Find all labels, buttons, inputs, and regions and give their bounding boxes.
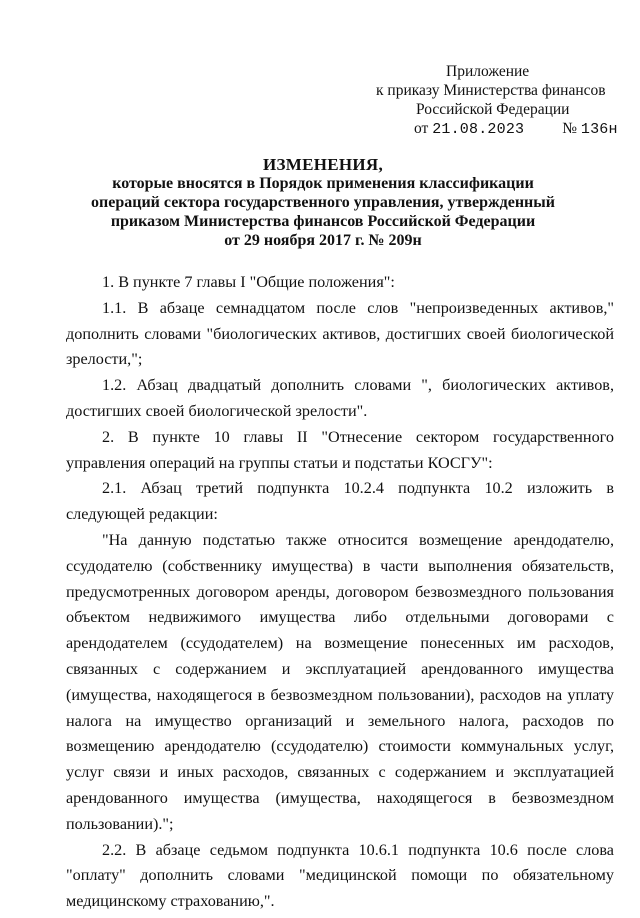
title-line-3: приказом Министерства финансов Российской Федерации [110, 213, 536, 230]
paragraph-quoted-text: "На данную подстатью также относится возмещение арендодателю, ссудодателю (собственнику имущества) в части выполнения обязательств, предусмотренных договором аренды, договором безвозмездного пользования объектом недвижимого имущества либо отдельными договорами с арендодателем (ссудодателем) на возмещение понесенных им расходов, связанных с содержанием и эксплуатацией арендованного имущества (имущества, находящегося в безвозмездном пользовании), расходов на уплату налога на имущество организаций и земельного налога, расходов по возмещению арендодателю (ссудодателю) стоимости коммунальных услуг, услуг связи и иных расходов, связанных с содержанием и эксплуатацией арендованного имущества (имущества, находящегося в безвозмездном пользовании)."; [66, 530, 614, 833]
title-line-4: от 29 ноября 2017 г. № 209н [224, 232, 422, 249]
paragraph-2-1: 2.1. Абзац третий подпункта 10.2.4 подпункта 10.2 изложить в следующей редакции: [66, 479, 614, 524]
annex-header [376, 62, 616, 139]
annex-ministry: Российской Федерации [416, 101, 570, 118]
paragraph-1-2: 1.2. Абзац двадцатый дополнить словами ", биологических активов, достигших своей биологической зрелости". [66, 376, 614, 420]
paragraph-2-2: 2.2. В абзаце седьмом подпункта 10.6.1 подпункта 10.6 после слова "оплату" дополнить словами "медицинской помощи по обязательному медицинскому страхованию,". [66, 840, 614, 911]
annex-label: Приложение [446, 63, 530, 80]
annex-order-ref: к приказу Министерства финансов [376, 82, 606, 99]
title-line-2: операций сектора государственного управления, утвержденный [91, 194, 555, 211]
title-heading: ИЗМЕНЕНИЯ, [262, 155, 384, 174]
title-line-1: которые вносятся в Порядок применения классификации [112, 175, 534, 192]
paragraph-2: 2. В пункте 10 главы II "Отнесение сектором государственного управления операций на группы статьи и подстатьи КОСГУ": [66, 427, 614, 472]
document-body [66, 270, 614, 915]
number-prefix: № [562, 120, 578, 137]
order-number: 136н [580, 121, 618, 138]
annex-date-number [376, 119, 616, 139]
paragraph-1: 1. В пункте 7 главы I "Общие положения": [102, 273, 395, 291]
paragraph-1-1: 1.1. В абзаце семнадцатом после слов "непроизведенных активов," дополнить словами "биологических активов, достигших своей биологической зрелости,"; [66, 298, 614, 369]
date-prefix: от [414, 120, 429, 137]
document-title [40, 155, 606, 250]
order-date: 21.08.2023 [432, 121, 525, 138]
